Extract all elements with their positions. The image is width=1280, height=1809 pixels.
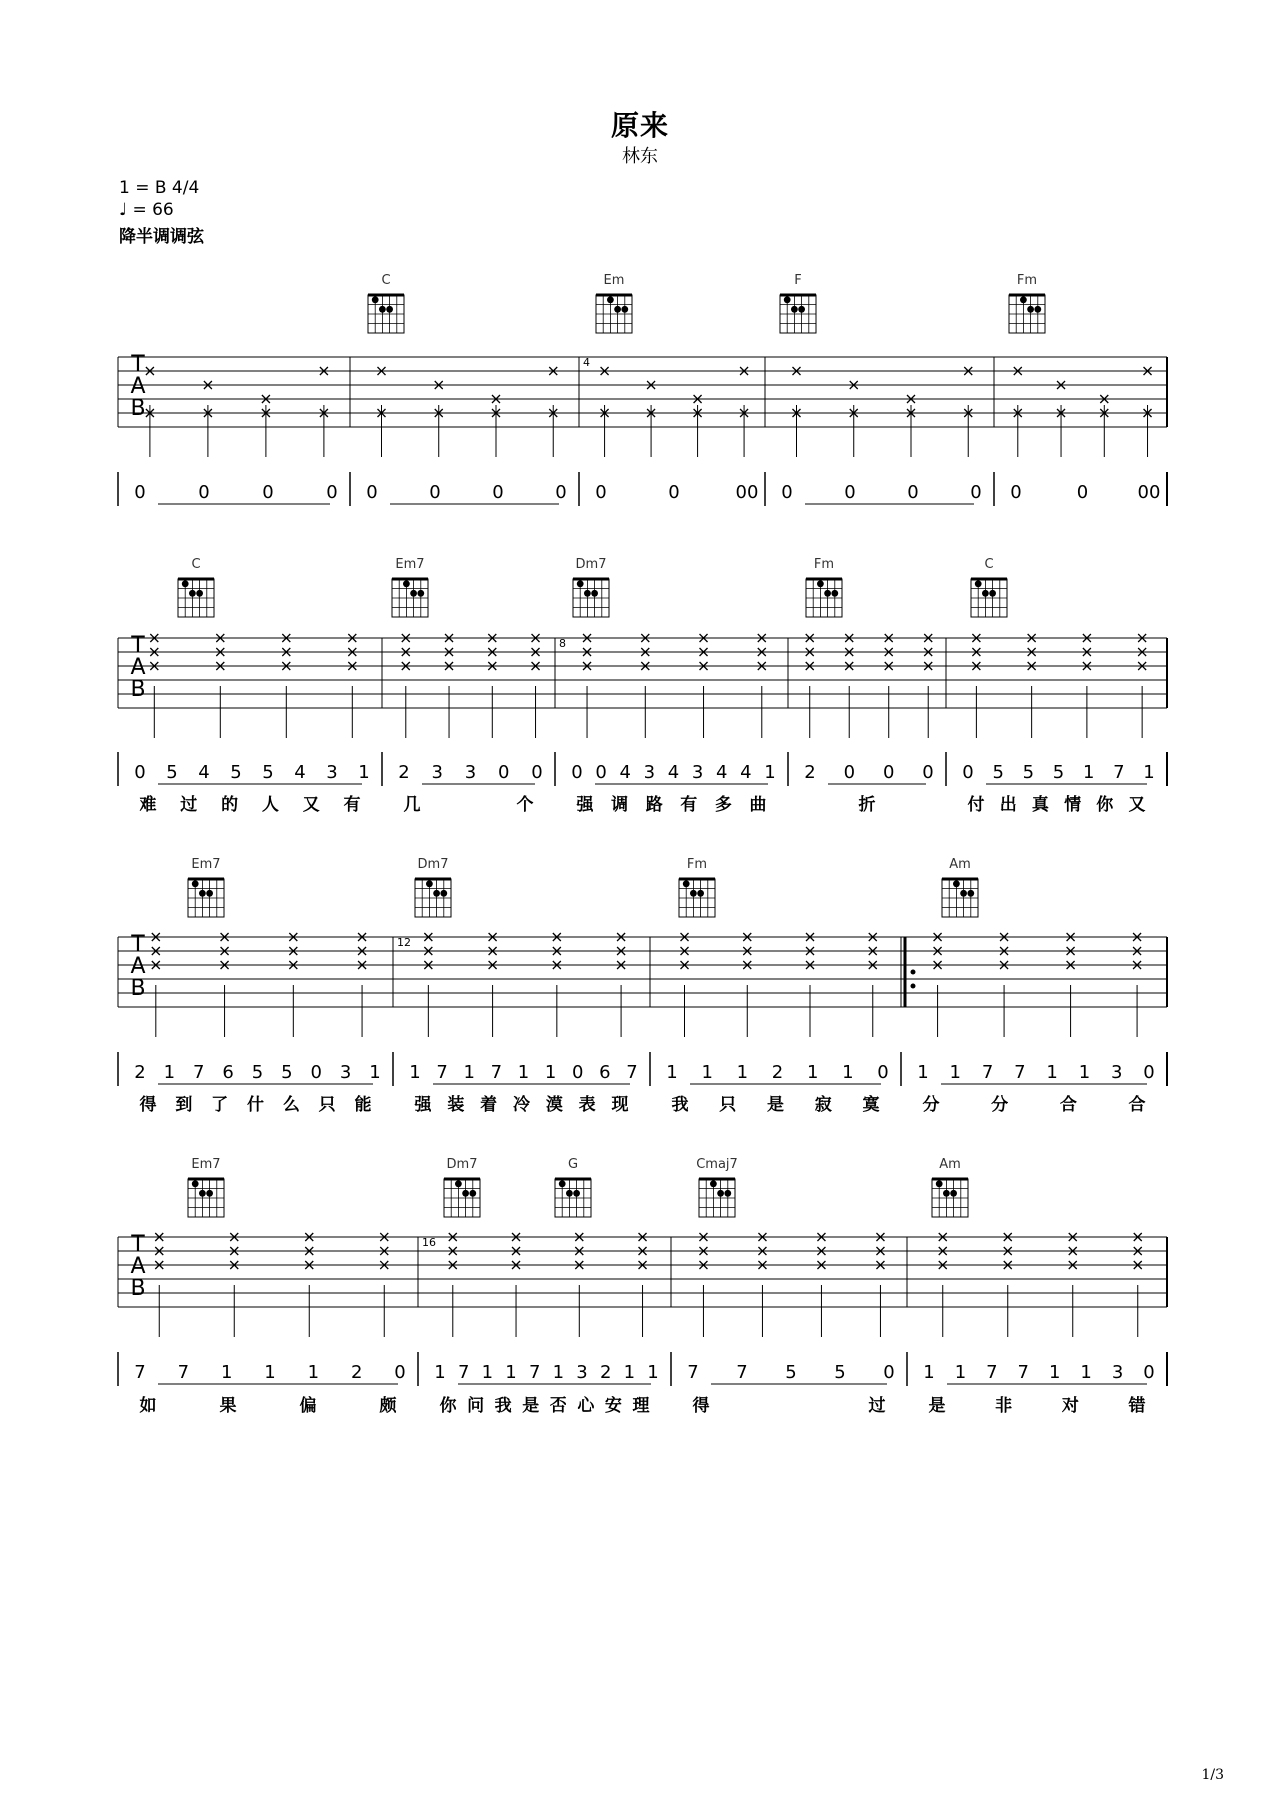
finger-dot	[697, 890, 704, 897]
chord-diagram-icon	[188, 1179, 224, 1217]
chord-diagram-icon	[368, 295, 404, 333]
jianpu-note: 7	[177, 1362, 190, 1383]
lyric-syllable: 装	[447, 1095, 465, 1115]
jianpu-note: 5	[230, 762, 242, 783]
lyric-syllable: 有	[343, 795, 361, 815]
jianpu-note: 3	[326, 762, 338, 783]
jianpu-note: 4	[619, 762, 631, 783]
chord-name: Fm	[813, 557, 835, 572]
lyric-syllable: 能	[354, 1095, 372, 1115]
chord-diagram-icon	[932, 1179, 968, 1217]
lyric-syllable: 得	[692, 1396, 710, 1416]
tab-clef-letter: T	[131, 352, 145, 377]
lyric-syllable: 是	[767, 1095, 784, 1115]
finger-dot	[192, 1180, 199, 1187]
finger-dot	[469, 1190, 476, 1197]
chord-name: Em7	[395, 557, 425, 572]
jianpu-note: 0	[595, 762, 607, 783]
tab-system	[118, 273, 1167, 506]
lyric-syllable: 强	[414, 1095, 432, 1115]
tab-clef-letter: T	[131, 932, 145, 957]
lyric-syllable: 分	[991, 1095, 1009, 1115]
finger-dot	[1027, 306, 1034, 313]
lyric-syllable: 着	[480, 1095, 498, 1115]
finger-dot	[192, 880, 199, 887]
chord-diagram-icon	[679, 879, 715, 917]
chord-name: Dm7	[446, 1157, 478, 1172]
tab-system	[118, 1157, 1167, 1416]
jianpu-note: 4	[294, 762, 306, 783]
jianpu-note: 5	[834, 1362, 846, 1383]
finger-dot	[717, 1190, 724, 1197]
lyric-syllable: 否	[549, 1396, 567, 1416]
lyric-syllable: 是	[522, 1396, 540, 1416]
jianpu-note: 0	[922, 762, 934, 783]
chord-name: Em7	[191, 857, 221, 872]
finger-dot	[403, 580, 410, 587]
jianpu-note: 0	[571, 762, 583, 783]
lyric-syllable: 现	[611, 1095, 629, 1115]
jianpu-note: 0	[882, 762, 895, 783]
lyric-syllable: 表	[578, 1095, 596, 1115]
tab-clef-letter: A	[130, 1254, 146, 1279]
jianpu-note: 1	[358, 762, 370, 783]
chord-diagram-icon	[780, 295, 816, 333]
jianpu-note: 1	[434, 1362, 446, 1383]
jianpu-note: 0	[781, 482, 793, 503]
tab-clef-letter: A	[130, 954, 146, 979]
finger-dot	[1020, 296, 1027, 303]
tab-clef-letter: A	[130, 655, 146, 680]
lyric-syllable: 付	[967, 795, 985, 815]
finger-dot	[690, 890, 697, 897]
finger-dot	[199, 1190, 206, 1197]
chord-diagram-icon	[971, 579, 1007, 617]
jianpu-note: 5	[1052, 762, 1065, 783]
jianpu-note: 0	[1076, 482, 1089, 503]
jianpu-note: 1	[544, 1062, 557, 1083]
jianpu-note: 0	[429, 482, 441, 503]
jianpu-note: 1	[1078, 1062, 1091, 1083]
tab-clef-letter: B	[130, 976, 146, 1001]
jianpu-note: 1	[481, 1362, 494, 1383]
tempo-value: = 66	[132, 200, 174, 220]
chord-name: Dm7	[417, 857, 449, 872]
jianpu-note: 1	[369, 1062, 381, 1083]
jianpu-note: 1	[1048, 1362, 1061, 1383]
jianpu-note: 7	[981, 1062, 994, 1083]
jianpu-note: 4	[740, 762, 752, 783]
lyric-syllable: 合	[1128, 1095, 1146, 1115]
jianpu-note: 4	[716, 762, 728, 783]
chord-diagram-icon	[392, 579, 428, 617]
finger-dot	[182, 580, 189, 587]
chord-name: Em7	[191, 1157, 221, 1172]
jianpu-note: 1	[517, 1062, 530, 1083]
jianpu-note: 1	[923, 1362, 935, 1383]
jianpu-note: 5	[785, 1362, 797, 1383]
chord-name: C	[381, 273, 391, 288]
finger-dot	[386, 306, 393, 313]
jianpu-note: 1	[1143, 762, 1155, 783]
jianpu-note: 6	[599, 1062, 611, 1083]
finger-dot	[989, 590, 996, 597]
measure-number: 16	[422, 1236, 436, 1249]
jianpu-note: 1	[409, 1062, 421, 1083]
chord-diagram-icon	[178, 579, 214, 617]
chord-name: C	[191, 557, 201, 572]
chord-diagram-icon	[415, 879, 451, 917]
finger-dot	[417, 590, 424, 597]
page-number: 1/3	[1201, 1767, 1224, 1783]
finger-dot	[607, 296, 614, 303]
finger-dot	[967, 890, 974, 897]
chord-name: F	[794, 273, 802, 288]
jianpu-note: 7	[1017, 1362, 1030, 1383]
chord-name: C	[984, 557, 994, 572]
lyric-syllable: 冷	[513, 1095, 530, 1115]
jianpu-note: 2	[771, 1062, 784, 1083]
jianpu-note: 4	[198, 762, 210, 783]
jianpu-note: 7	[490, 1062, 503, 1083]
lyric-syllable: 颇	[379, 1396, 397, 1416]
jianpu-note: 0	[877, 1062, 889, 1083]
jianpu-note: 7	[436, 1062, 448, 1083]
jianpu-note: 7	[457, 1362, 470, 1383]
lyric-syllable: 又	[302, 795, 320, 815]
tab-clef-letter: T	[131, 1232, 145, 1257]
chord-name: G	[567, 1157, 579, 1172]
jianpu-note: 5	[281, 1062, 293, 1083]
jianpu-note: 0	[843, 762, 856, 783]
quarter-note-icon: ♩	[119, 200, 128, 220]
chord-diagram-icon	[596, 295, 632, 333]
chord-diagram-icon	[444, 1179, 480, 1217]
chord-diagram-icon	[188, 879, 224, 917]
jianpu-note: 7	[986, 1362, 998, 1383]
key-meter: 1 = B 4/4	[119, 178, 200, 198]
repeat-dot	[911, 984, 916, 989]
lyric-syllable: 安	[604, 1396, 622, 1416]
lyric-syllable: 你	[1096, 795, 1114, 815]
jianpu-note: 5	[251, 1062, 264, 1083]
jianpu-note: 3	[576, 1362, 588, 1383]
lyric-syllable: 我	[671, 1095, 689, 1115]
lyric-syllable: 对	[1061, 1396, 1079, 1416]
lyric-syllable: 路	[645, 795, 663, 815]
finger-dot	[614, 306, 621, 313]
jianpu-note: 7	[193, 1062, 205, 1083]
lyric-syllable: 难	[139, 795, 157, 815]
jianpu-note: 1	[220, 1362, 233, 1383]
lyric-syllable: 了	[211, 1095, 229, 1115]
jianpu-note: 7	[736, 1362, 748, 1383]
chord-name: Am	[939, 1157, 961, 1172]
tab-clef-letter: B	[130, 677, 146, 702]
tab-clef-letter: T	[131, 633, 145, 658]
lyric-syllable: 得	[139, 1095, 157, 1115]
lyric-syllable: 心	[577, 1396, 595, 1416]
chord-diagram-icon	[1009, 295, 1045, 333]
lyric-syllable: 情	[1064, 795, 1082, 815]
jianpu-note: 1	[917, 1062, 929, 1083]
lyric-syllable: 真	[1031, 795, 1049, 815]
tab-clef-letter: B	[130, 1276, 146, 1301]
jianpu-note: 6	[222, 1062, 234, 1083]
lyric-syllable: 多	[714, 795, 732, 815]
finger-dot	[791, 306, 798, 313]
jianpu-note: 1	[552, 1362, 565, 1383]
jianpu-note: 3	[691, 762, 704, 783]
jianpu-note: 1	[666, 1062, 678, 1083]
tab-clef-letter: A	[130, 374, 146, 399]
finger-dot	[831, 590, 838, 597]
jianpu-note: 5	[992, 762, 1004, 783]
finger-dot	[1034, 306, 1041, 313]
chord-diagram-icon	[573, 579, 609, 617]
lyric-syllable: 是	[928, 1396, 946, 1416]
lyric-syllable: 调	[611, 795, 629, 815]
jianpu-note: 0	[555, 482, 567, 503]
chord-name: Am	[949, 857, 971, 872]
lyric-syllable: 人	[261, 795, 279, 815]
tuning-note: 降半调调弦	[119, 227, 204, 247]
jianpu-note: 0	[134, 762, 146, 783]
finger-dot	[817, 580, 824, 587]
jianpu-note: 1	[307, 1362, 320, 1383]
lyric-syllable: 的	[221, 795, 239, 815]
chord-name: Fm	[686, 857, 708, 872]
measure-number: 4	[583, 356, 590, 369]
jianpu-note: 0	[310, 1062, 322, 1083]
chord-diagram-icon	[699, 1179, 735, 1217]
jianpu-note: 0	[572, 1062, 584, 1083]
jianpu-note: 3	[339, 1062, 352, 1083]
lyric-syllable: 几	[403, 795, 421, 815]
lyric-syllable: 过	[868, 1396, 886, 1416]
jianpu-note: 0	[492, 482, 504, 503]
lyric-syllable: 我	[494, 1396, 512, 1416]
lyric-syllable: 寂	[814, 1095, 832, 1115]
finger-dot	[455, 1180, 462, 1187]
finger-dot	[943, 1190, 950, 1197]
jianpu-note: 7	[528, 1362, 541, 1383]
jianpu-note: 00	[1137, 482, 1161, 503]
jianpu-note: 2	[398, 762, 410, 783]
finger-dot	[784, 296, 791, 303]
chord-name: Em	[603, 273, 625, 288]
jianpu-note: 1	[806, 1062, 819, 1083]
jianpu-note: 2	[134, 1062, 146, 1083]
artist-name: 林东	[622, 146, 658, 167]
lyric-syllable: 果	[219, 1396, 237, 1416]
lyric-syllable: 偏	[299, 1396, 317, 1416]
lyric-syllable: 问	[467, 1396, 485, 1416]
finger-dot	[206, 1190, 213, 1197]
lyric-syllable: 什	[247, 1095, 264, 1115]
finger-dot	[953, 880, 960, 887]
chord-name: Dm7	[575, 557, 607, 572]
tab-system	[118, 557, 1167, 815]
jianpu-note: 0	[1143, 1362, 1155, 1383]
jianpu-note: 0	[134, 482, 146, 503]
tab-system	[118, 857, 1167, 1115]
jianpu-note: 3	[643, 762, 656, 783]
jianpu-note: 3	[431, 762, 443, 783]
jianpu-note: 7	[1014, 1062, 1026, 1083]
finger-dot	[196, 590, 203, 597]
jianpu-note: 0	[595, 482, 607, 503]
finger-dot	[724, 1190, 731, 1197]
measure-number: 12	[397, 936, 411, 949]
jianpu-note: 4	[667, 762, 680, 783]
repeat-dot	[911, 970, 916, 975]
jianpu-note: 1	[736, 1062, 749, 1083]
finger-dot	[960, 890, 967, 897]
jianpu-note: 0	[883, 1362, 895, 1383]
jianpu-note: 1	[163, 1062, 176, 1083]
finger-dot	[410, 590, 417, 597]
lyric-syllable: 过	[180, 795, 198, 815]
finger-dot	[559, 1180, 566, 1187]
jianpu-note: 2	[804, 762, 816, 783]
jianpu-note: 0	[498, 762, 510, 783]
lyric-syllable: 强	[576, 795, 594, 815]
jianpu-note: 3	[1111, 1362, 1124, 1383]
jianpu-note: 1	[1046, 1062, 1058, 1083]
lyric-syllable: 漠	[545, 1095, 563, 1115]
jianpu-note: 5	[262, 762, 274, 783]
jianpu-note: 1	[647, 1362, 659, 1383]
lyric-syllable: 只	[719, 1095, 737, 1115]
jianpu-note: 1	[764, 762, 776, 783]
finger-dot	[462, 1190, 469, 1197]
jianpu-note: 0	[970, 482, 982, 503]
lyric-syllable: 有	[680, 795, 698, 815]
finger-dot	[573, 1190, 580, 1197]
jianpu-note: 7	[1113, 762, 1125, 783]
lyric-syllable: 么	[282, 1095, 300, 1115]
finger-dot	[936, 1180, 943, 1187]
chord-diagram-icon	[942, 879, 978, 917]
jianpu-note: 0	[198, 482, 210, 503]
finger-dot	[433, 890, 440, 897]
finger-dot	[982, 590, 989, 597]
lyric-syllable: 错	[1128, 1396, 1146, 1416]
jianpu-note: 7	[134, 1362, 146, 1383]
lyric-syllable: 折	[858, 795, 876, 815]
finger-dot	[426, 880, 433, 887]
jianpu-note: 1	[949, 1062, 962, 1083]
jianpu-note: 2	[350, 1362, 363, 1383]
jianpu-note: 3	[464, 762, 477, 783]
jianpu-note: 0	[844, 482, 856, 503]
chord-diagram-icon	[555, 1179, 591, 1217]
jianpu-note: 3	[1110, 1062, 1123, 1083]
jianpu-note: 0	[1010, 482, 1022, 503]
lyric-syllable: 曲	[749, 795, 767, 815]
jianpu-note: 1	[954, 1362, 967, 1383]
jianpu-note: 5	[1022, 762, 1035, 783]
jianpu-note: 1	[1082, 762, 1095, 783]
jianpu-note: 1	[1080, 1362, 1092, 1383]
jianpu-note: 1	[701, 1062, 713, 1083]
lyric-syllable: 你	[439, 1396, 457, 1416]
finger-dot	[372, 296, 379, 303]
jianpu-note: 0	[531, 762, 543, 783]
finger-dot	[206, 890, 213, 897]
jianpu-note: 2	[599, 1362, 612, 1383]
jianpu-note: 0	[962, 762, 974, 783]
lyric-syllable: 非	[995, 1396, 1013, 1416]
jianpu-note: 1	[623, 1362, 636, 1383]
jianpu-note: 1	[842, 1062, 854, 1083]
finger-dot	[683, 880, 690, 887]
lyric-syllable: 理	[632, 1396, 650, 1416]
jianpu-note: 5	[166, 762, 178, 783]
song-title: 原来	[610, 109, 669, 142]
chord-diagram-icon	[806, 579, 842, 617]
finger-dot	[975, 580, 982, 587]
finger-dot	[621, 306, 628, 313]
jianpu-note: 0	[668, 482, 680, 503]
finger-dot	[566, 1190, 573, 1197]
jianpu-note: 0	[366, 482, 378, 503]
tab-clef-letter: B	[130, 396, 146, 421]
lyric-syllable: 合	[1059, 1095, 1077, 1115]
lyric-syllable: 寞	[862, 1095, 880, 1115]
jianpu-note: 0	[1143, 1062, 1155, 1083]
jianpu-note: 7	[626, 1062, 638, 1083]
jianpu-note: 1	[264, 1362, 276, 1383]
lyric-syllable: 个	[516, 795, 534, 815]
finger-dot	[199, 890, 206, 897]
lyric-syllable: 出	[999, 795, 1017, 815]
chord-name: Cmaj7	[696, 1157, 738, 1172]
lyric-syllable: 到	[175, 1095, 193, 1115]
finger-dot	[950, 1190, 957, 1197]
jianpu-note: 00	[735, 482, 759, 503]
lyric-syllable: 又	[1128, 795, 1146, 815]
finger-dot	[577, 580, 584, 587]
lyric-syllable: 只	[318, 1095, 336, 1115]
jianpu-note: 1	[505, 1362, 517, 1383]
finger-dot	[798, 306, 805, 313]
chord-name: Fm	[1016, 273, 1038, 288]
lyric-syllable: 如	[139, 1396, 157, 1416]
finger-dot	[591, 590, 598, 597]
jianpu-note: 0	[394, 1362, 406, 1383]
measure-number: 8	[559, 637, 566, 650]
finger-dot	[710, 1180, 717, 1187]
finger-dot	[824, 590, 831, 597]
finger-dot	[379, 306, 386, 313]
jianpu-note: 7	[687, 1362, 699, 1383]
finger-dot	[440, 890, 447, 897]
jianpu-note: 1	[463, 1062, 475, 1083]
finger-dot	[189, 590, 196, 597]
finger-dot	[584, 590, 591, 597]
jianpu-note: 0	[326, 482, 338, 503]
jianpu-note: 0	[262, 482, 274, 503]
jianpu-note: 0	[907, 482, 919, 503]
lyric-syllable: 分	[922, 1095, 940, 1115]
